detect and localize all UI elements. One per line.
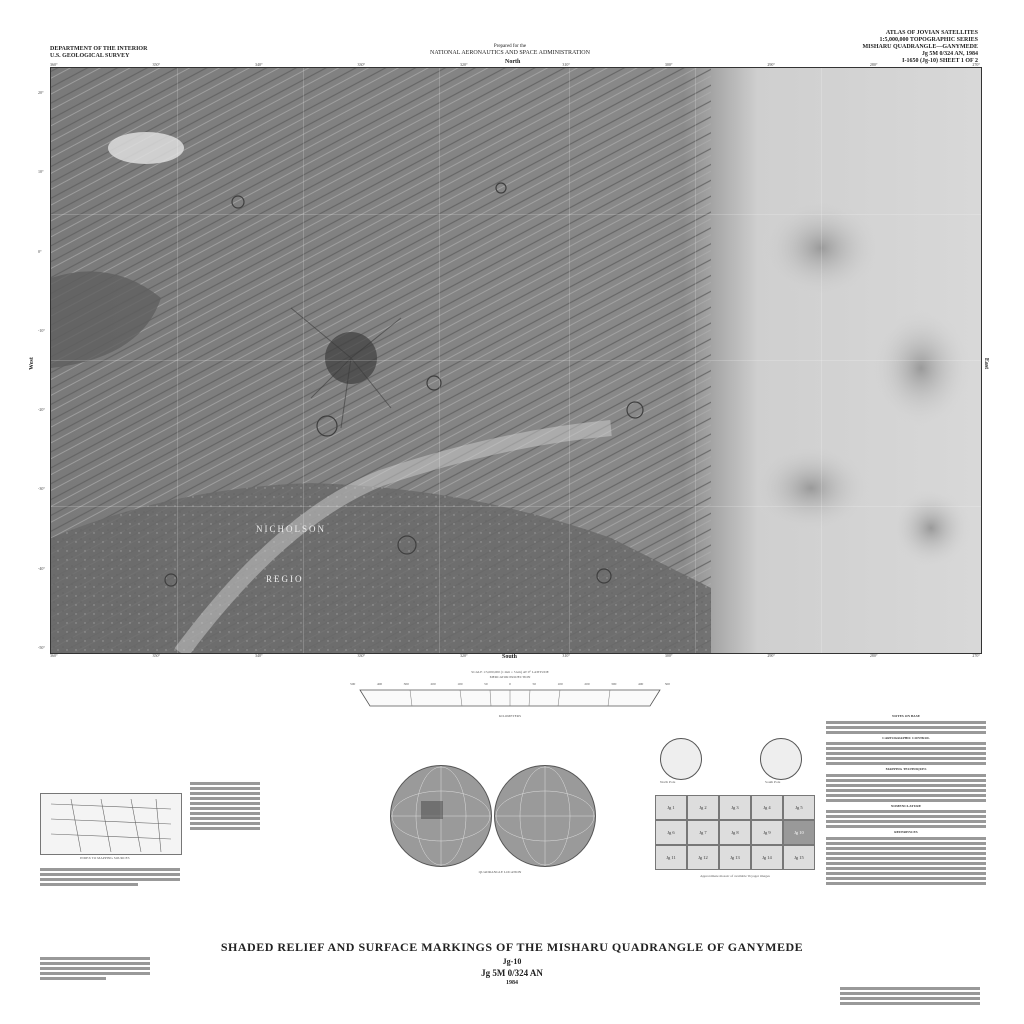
tick-label: 360°: [50, 62, 58, 67]
tick-label: 340°: [254, 62, 263, 67]
tick-label: -40°: [38, 565, 45, 571]
north-label: North: [505, 59, 521, 65]
tick-label: 310°: [562, 653, 571, 658]
scale-tick: 500: [350, 682, 356, 686]
quad-cell: Jg 12: [687, 845, 719, 870]
tick-label: 330°: [357, 653, 366, 658]
map-year: 1984: [506, 980, 518, 986]
globe-caption: QUADRANGLE LOCATION: [478, 870, 522, 874]
tick-label: 270°: [972, 653, 980, 658]
east-label: East: [983, 357, 990, 370]
notes-on-base: [826, 714, 986, 887]
index-notes: [40, 866, 180, 888]
top-longitude-ticks: [50, 62, 980, 67]
footer-note-right: [840, 985, 980, 1007]
scale-tick: 500: [664, 682, 670, 686]
quad-cell: Jg 4: [751, 795, 783, 820]
tick-label: 300°: [664, 62, 673, 67]
grid-line: [51, 214, 981, 215]
tick-label: -20°: [38, 407, 45, 413]
left-latitude-ticks: [38, 90, 45, 650]
grid-line: [439, 68, 440, 653]
quad-cell: Jg 5: [783, 795, 815, 820]
quad-cell: Jg 13: [719, 845, 751, 870]
series-line-2: 1:5,000,000 TOPOGRAPHIC SERIES: [879, 37, 978, 43]
notes-nomenclature: NOMENCLATURE: [890, 803, 922, 808]
shaded-relief-map[interactable]: [50, 67, 982, 654]
map-series-code: Jg 5M 0/324 AN: [481, 968, 543, 978]
quad-cell: Jg 9: [751, 820, 783, 845]
footer-note-left: [40, 955, 150, 982]
tick-label: -50°: [38, 644, 45, 650]
tick-label: -30°: [38, 486, 45, 492]
tick-label: 290°: [767, 62, 775, 67]
quad-cell: Jg 14: [751, 845, 783, 870]
series-header: [862, 30, 978, 65]
scale-unit: KILOMETERS: [498, 713, 522, 718]
tick-label: -10°: [38, 327, 45, 333]
series-line-1: ATLAS OF JOVIAN SATELLITES: [885, 30, 978, 36]
tick-label: 290°: [767, 653, 775, 658]
tick-label: 310°: [562, 62, 571, 67]
tick-label: 20°: [38, 90, 44, 95]
tick-label: 10°: [38, 169, 44, 175]
tick-label: 360°: [50, 653, 58, 658]
tick-label: 330°: [357, 62, 366, 67]
grid-line: [695, 68, 696, 653]
scale-tick: 50: [484, 682, 488, 686]
scale-tick: 300: [611, 682, 617, 686]
tick-label: 350°: [152, 62, 161, 67]
scale-tick: 200: [584, 682, 590, 686]
scale-bar-graphic: [350, 687, 670, 709]
map-title: SHADED RELIEF AND SURFACE MARKINGS OF THE MISHARU QUADRANGLE OF GANYMEDE: [220, 940, 804, 954]
feature-label-nicholson: NICHOLSON: [256, 524, 327, 534]
series-line-5: I-1650 (Jg-10) SHEET 1 OF 2: [902, 58, 978, 64]
notes-heading: NOTES ON BASE: [891, 714, 920, 718]
quad-cell: Jg 15: [783, 845, 815, 870]
grid-line: [303, 68, 304, 653]
scale-tick: 400: [376, 682, 383, 686]
south-pole-label: South Pole: [765, 780, 781, 784]
tick-label: 300°: [664, 653, 673, 658]
globe-west: [390, 765, 492, 867]
scale-tick: 400: [637, 682, 644, 686]
prepared-for: [380, 44, 640, 57]
prepared-line-2: NATIONAL AERONAUTICS AND SPACE ADMINISTRATION: [430, 50, 590, 56]
grid-line: [569, 68, 570, 653]
grid-line: [51, 506, 981, 507]
quad-cell: Jg 1: [655, 795, 687, 820]
agency-header: [50, 46, 147, 60]
scale-tick: 0: [509, 682, 511, 686]
quad-caption: Approximate mosaic of available Voyager images: [700, 874, 770, 878]
agency-line-2: U.S. GEOLOGICAL SURVEY: [50, 53, 130, 59]
quad-cell: Jg 7: [687, 820, 719, 845]
tick-label: 350°: [152, 653, 161, 658]
scale-tick: 300: [403, 682, 409, 686]
scale-tick: 100: [457, 682, 463, 686]
feature-label-regio: REGIO: [266, 574, 304, 584]
tick-label: 340°: [254, 653, 263, 658]
notes-references: REFERENCES: [894, 830, 918, 834]
scale-heading: SCALE 1:5,000,000 (1 mm = 5 km) AT 0° LATITUDE: [471, 670, 549, 674]
series-line-3: MISHARU QUADRANGLE—GANYMEDE: [862, 44, 978, 50]
map-code: Jg-10: [502, 957, 522, 966]
grid-line: [177, 68, 178, 653]
grid-line: [51, 360, 981, 361]
mapping-sources-index: [40, 793, 182, 855]
globe-west-graphic: [391, 766, 491, 866]
quad-cell: Jg 11: [655, 845, 687, 870]
grid-line: [821, 68, 822, 653]
south-pole-globe: [760, 738, 802, 780]
series-line-4: Jg 5M 0/324 AN, 1984: [921, 51, 978, 57]
quad-cell: Jg 3: [719, 795, 751, 820]
quadrangle-index-grid: [655, 795, 815, 870]
index-caption: INDEX TO MAPPING SOURCES: [80, 856, 130, 860]
prepared-line-1: Prepared for the: [493, 44, 527, 49]
agency-line-1: DEPARTMENT OF THE INTERIOR: [50, 46, 148, 52]
west-label: West: [28, 357, 35, 370]
image-table: [190, 780, 260, 832]
quad-cell: Jg 6: [655, 820, 687, 845]
tick-label: 320°: [459, 62, 468, 67]
quad-cell: Jg 8: [719, 820, 751, 845]
globe-east-graphic: [495, 766, 595, 866]
index-grid-graphic: [41, 794, 181, 854]
scale-subheading: MERCATOR PROJECTION: [489, 674, 531, 679]
scale-block: [350, 670, 670, 718]
scale-tick: 100: [557, 682, 563, 686]
globe-east: [494, 765, 596, 867]
scale-tick: 200: [430, 682, 436, 686]
north-pole-globe: [660, 738, 702, 780]
scale-tick: 50: [532, 682, 536, 686]
quad-cell-current: Jg 10: [783, 820, 815, 845]
bottom-longitude-ticks: [50, 653, 980, 658]
tick-label: 280°: [869, 653, 878, 658]
notes-cartographic-control: CARTOGRAPHIC CONTROL: [882, 735, 930, 740]
south-label: South: [502, 654, 518, 660]
tick-label: 270°: [972, 62, 980, 67]
notes-mapping-techniques: MAPPING TECHNIQUES: [885, 767, 927, 771]
tick-label: 320°: [459, 653, 468, 658]
quad-cell: Jg 2: [687, 795, 719, 820]
tick-label: 280°: [869, 62, 878, 67]
tick-label: 0°: [38, 248, 42, 254]
north-pole-label: North Pole: [660, 780, 676, 784]
